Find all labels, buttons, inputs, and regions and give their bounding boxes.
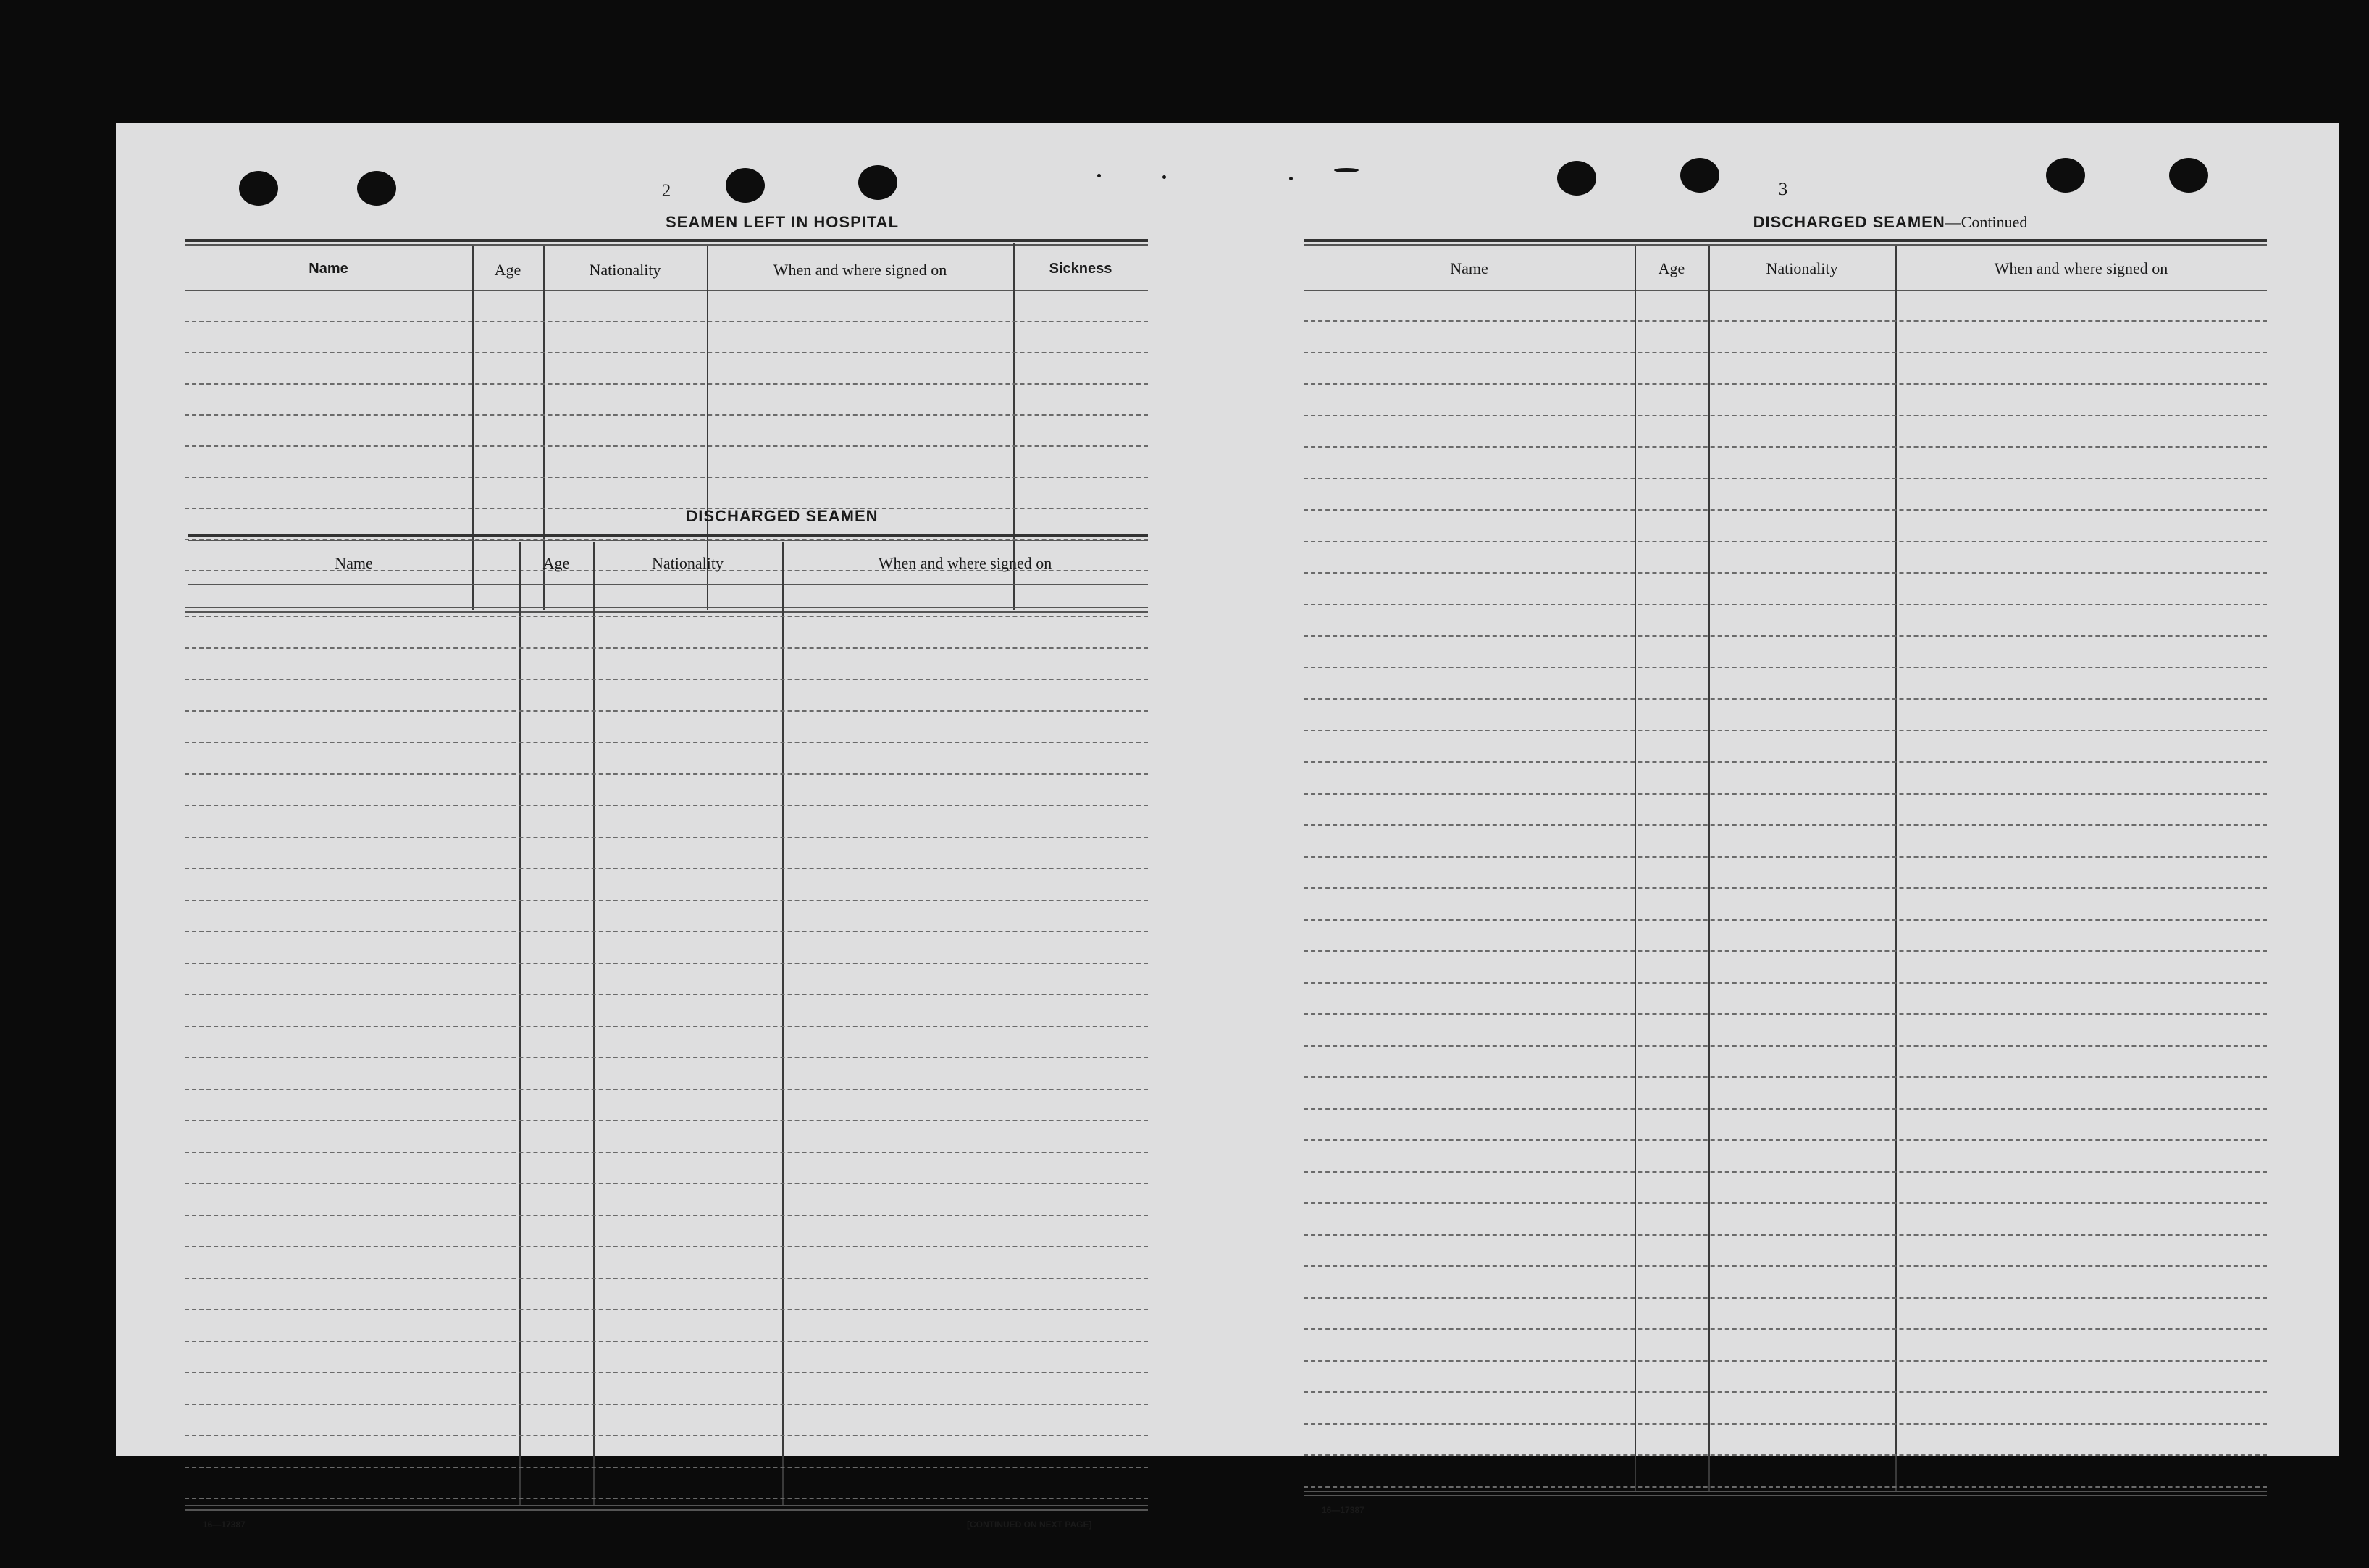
ruled-row-line: [185, 647, 1148, 649]
ruled-row-line: [1304, 1139, 2267, 1141]
ruled-row-line: [185, 414, 1148, 416]
ruled-row-line: [1304, 446, 2267, 448]
ink-speck: [1097, 174, 1101, 177]
ruled-row-line: [185, 1467, 1148, 1468]
ruled-row-line: [185, 1309, 1148, 1310]
discharged-continued-title: [1420, 213, 2361, 232]
ruled-row-line: [1304, 667, 2267, 668]
header-bottom-rule: [188, 584, 1148, 585]
ruled-row-line: [1304, 509, 2267, 511]
ruled-row-line: [1304, 887, 2267, 889]
table-top-rule: [1304, 244, 2267, 246]
punch-hole: [1557, 161, 1596, 196]
ruled-row-line: [185, 742, 1148, 743]
ink-speck: [1334, 168, 1359, 172]
ruled-row-line: [1304, 415, 2267, 416]
title-suffix: —Continued: [1945, 213, 2028, 231]
ruled-row-line: [1304, 352, 2267, 353]
punch-hole: [239, 171, 278, 206]
ruled-row-line: [1304, 478, 2267, 479]
column-header-nationality: Nationality: [1766, 259, 1838, 277]
ruled-row-line: [185, 679, 1148, 680]
ruled-row-line: [1304, 730, 2267, 731]
column-divider: [593, 542, 595, 1505]
ruled-row-line: [1304, 541, 2267, 542]
ruled-row-line: [1304, 635, 2267, 637]
column-header-age: Age: [1658, 259, 1685, 277]
punch-hole: [726, 168, 765, 203]
ruled-row-line: [185, 931, 1148, 932]
document-spread: [116, 123, 2339, 1530]
ruled-row-line: [1304, 761, 2267, 763]
ruled-row-line: [1304, 1171, 2267, 1173]
ruled-row-line: [185, 1152, 1148, 1153]
column-header-signed-on: When and where signed on: [1994, 259, 2168, 277]
punch-hole: [858, 165, 897, 200]
ruled-row-line: [1304, 1360, 2267, 1362]
ruled-row-line: [1304, 320, 2267, 322]
form-number: 16—17387: [1322, 1505, 1364, 1515]
header-bottom-rule: [185, 290, 1148, 291]
column-header-signed-on: When and where signed on: [773, 261, 947, 279]
ruled-row-line: [1304, 1486, 2267, 1488]
punch-hole: [357, 171, 396, 206]
ruled-row-line: [1304, 572, 2267, 574]
ruled-row-line: [185, 994, 1148, 995]
ruled-row-line: [185, 477, 1148, 478]
ruled-row-line: [185, 445, 1148, 447]
column-header-nationality: Nationality: [589, 261, 661, 279]
punch-hole: [2169, 158, 2208, 193]
ruled-row-line: [185, 837, 1148, 838]
ruled-row-line: [1304, 604, 2267, 605]
table-bottom-rule: [185, 611, 1148, 613]
ruled-row-line: [185, 963, 1148, 964]
table-top-rule: [188, 540, 1148, 541]
ruled-row-line: [1304, 919, 2267, 921]
ruled-row-line: [185, 1435, 1148, 1436]
ruled-row-line: [1304, 1265, 2267, 1267]
ruled-row-line: [1304, 1045, 2267, 1047]
column-divider: [1635, 246, 1636, 1492]
ruled-row-line: [1304, 1391, 2267, 1393]
ruled-row-line: [185, 773, 1148, 775]
column-header-age: Age: [542, 554, 570, 572]
discharged-section-title: DISCHARGED SEAMEN: [686, 507, 879, 525]
ruled-row-line: [185, 352, 1148, 353]
ruled-row-line: [185, 1089, 1148, 1090]
hospital-section-title: SEAMEN LEFT IN HOSPITAL: [665, 213, 900, 231]
ruled-row-line: [185, 805, 1148, 806]
ruled-row-line: [1304, 982, 2267, 984]
table-top-rule: [185, 239, 1148, 242]
table-bottom-rule: [1304, 1495, 2267, 1496]
ruled-row-line: [1304, 1454, 2267, 1456]
ruled-row-line: [1304, 383, 2267, 385]
column-header-nationality: Nationality: [652, 554, 724, 572]
page-number: 2: [661, 181, 671, 201]
ruled-row-line: [185, 1120, 1148, 1121]
ruled-row-line: [185, 1278, 1148, 1279]
table-top-rule: [1304, 239, 2267, 242]
ruled-row-line: [185, 383, 1148, 385]
ruled-row-line: [185, 1498, 1148, 1499]
ruled-row-line: [185, 1246, 1148, 1247]
ruled-row-line: [185, 868, 1148, 869]
column-header-name: Name: [335, 554, 373, 572]
continued-note: [CONTINUED ON NEXT PAGE]: [967, 1519, 1092, 1530]
ruled-row-line: [185, 710, 1148, 712]
ink-speck: [1162, 175, 1166, 179]
ruled-row-line: [1304, 856, 2267, 858]
column-header-sickness: Sickness: [1049, 261, 1112, 277]
ruled-row-line: [185, 1026, 1148, 1027]
ruled-row-line: [185, 321, 1148, 322]
ruled-row-line: [185, 1372, 1148, 1373]
ruled-row-line: [1304, 1108, 2267, 1110]
ink-speck: [1289, 177, 1293, 180]
ruled-row-line: [185, 1341, 1148, 1342]
ruled-row-line: [1304, 1234, 2267, 1236]
ruled-row-line: [1304, 1013, 2267, 1015]
table-bottom-rule: [185, 1505, 1148, 1506]
form-number: 16—17387: [203, 1519, 246, 1530]
column-header-name: Name: [309, 261, 348, 277]
column-header-signed-on: When and where signed on: [878, 554, 1052, 572]
ruled-row-line: [185, 1057, 1148, 1058]
table-bottom-rule: [185, 1509, 1148, 1511]
ruled-row-line: [185, 1215, 1148, 1216]
column-header-age: Age: [494, 261, 521, 279]
table-top-rule: [185, 244, 1148, 246]
punch-hole: [2046, 158, 2085, 193]
column-header-name: Name: [1450, 259, 1488, 277]
column-divider: [1708, 246, 1710, 1492]
column-divider: [1895, 246, 1897, 1492]
ruled-row-line: [1304, 950, 2267, 952]
column-divider: [782, 542, 784, 1505]
ruled-row-line: [1304, 1297, 2267, 1299]
ruled-row-line: [185, 900, 1148, 901]
table-top-rule: [188, 534, 1148, 537]
ruled-row-line: [185, 1183, 1148, 1184]
header-bottom-rule: [1304, 290, 2267, 291]
ruled-row-line: [1304, 1423, 2267, 1425]
ruled-row-line: [185, 616, 1148, 617]
ruled-row-line: [1304, 793, 2267, 795]
ruled-row-line: [1304, 1202, 2267, 1204]
ruled-row-line: [1304, 698, 2267, 700]
title-main: DISCHARGED SEAMEN: [1753, 213, 1945, 231]
table-bottom-rule: [1304, 1491, 2267, 1492]
ruled-row-line: [1304, 824, 2267, 826]
column-divider: [519, 542, 521, 1505]
table-bottom-rule: [185, 607, 1148, 608]
ruled-row-line: [1304, 1076, 2267, 1078]
punch-hole: [1680, 158, 1719, 193]
page-number: 3: [1778, 180, 1788, 199]
ruled-row-line: [185, 1404, 1148, 1405]
ruled-row-line: [1304, 1328, 2267, 1330]
